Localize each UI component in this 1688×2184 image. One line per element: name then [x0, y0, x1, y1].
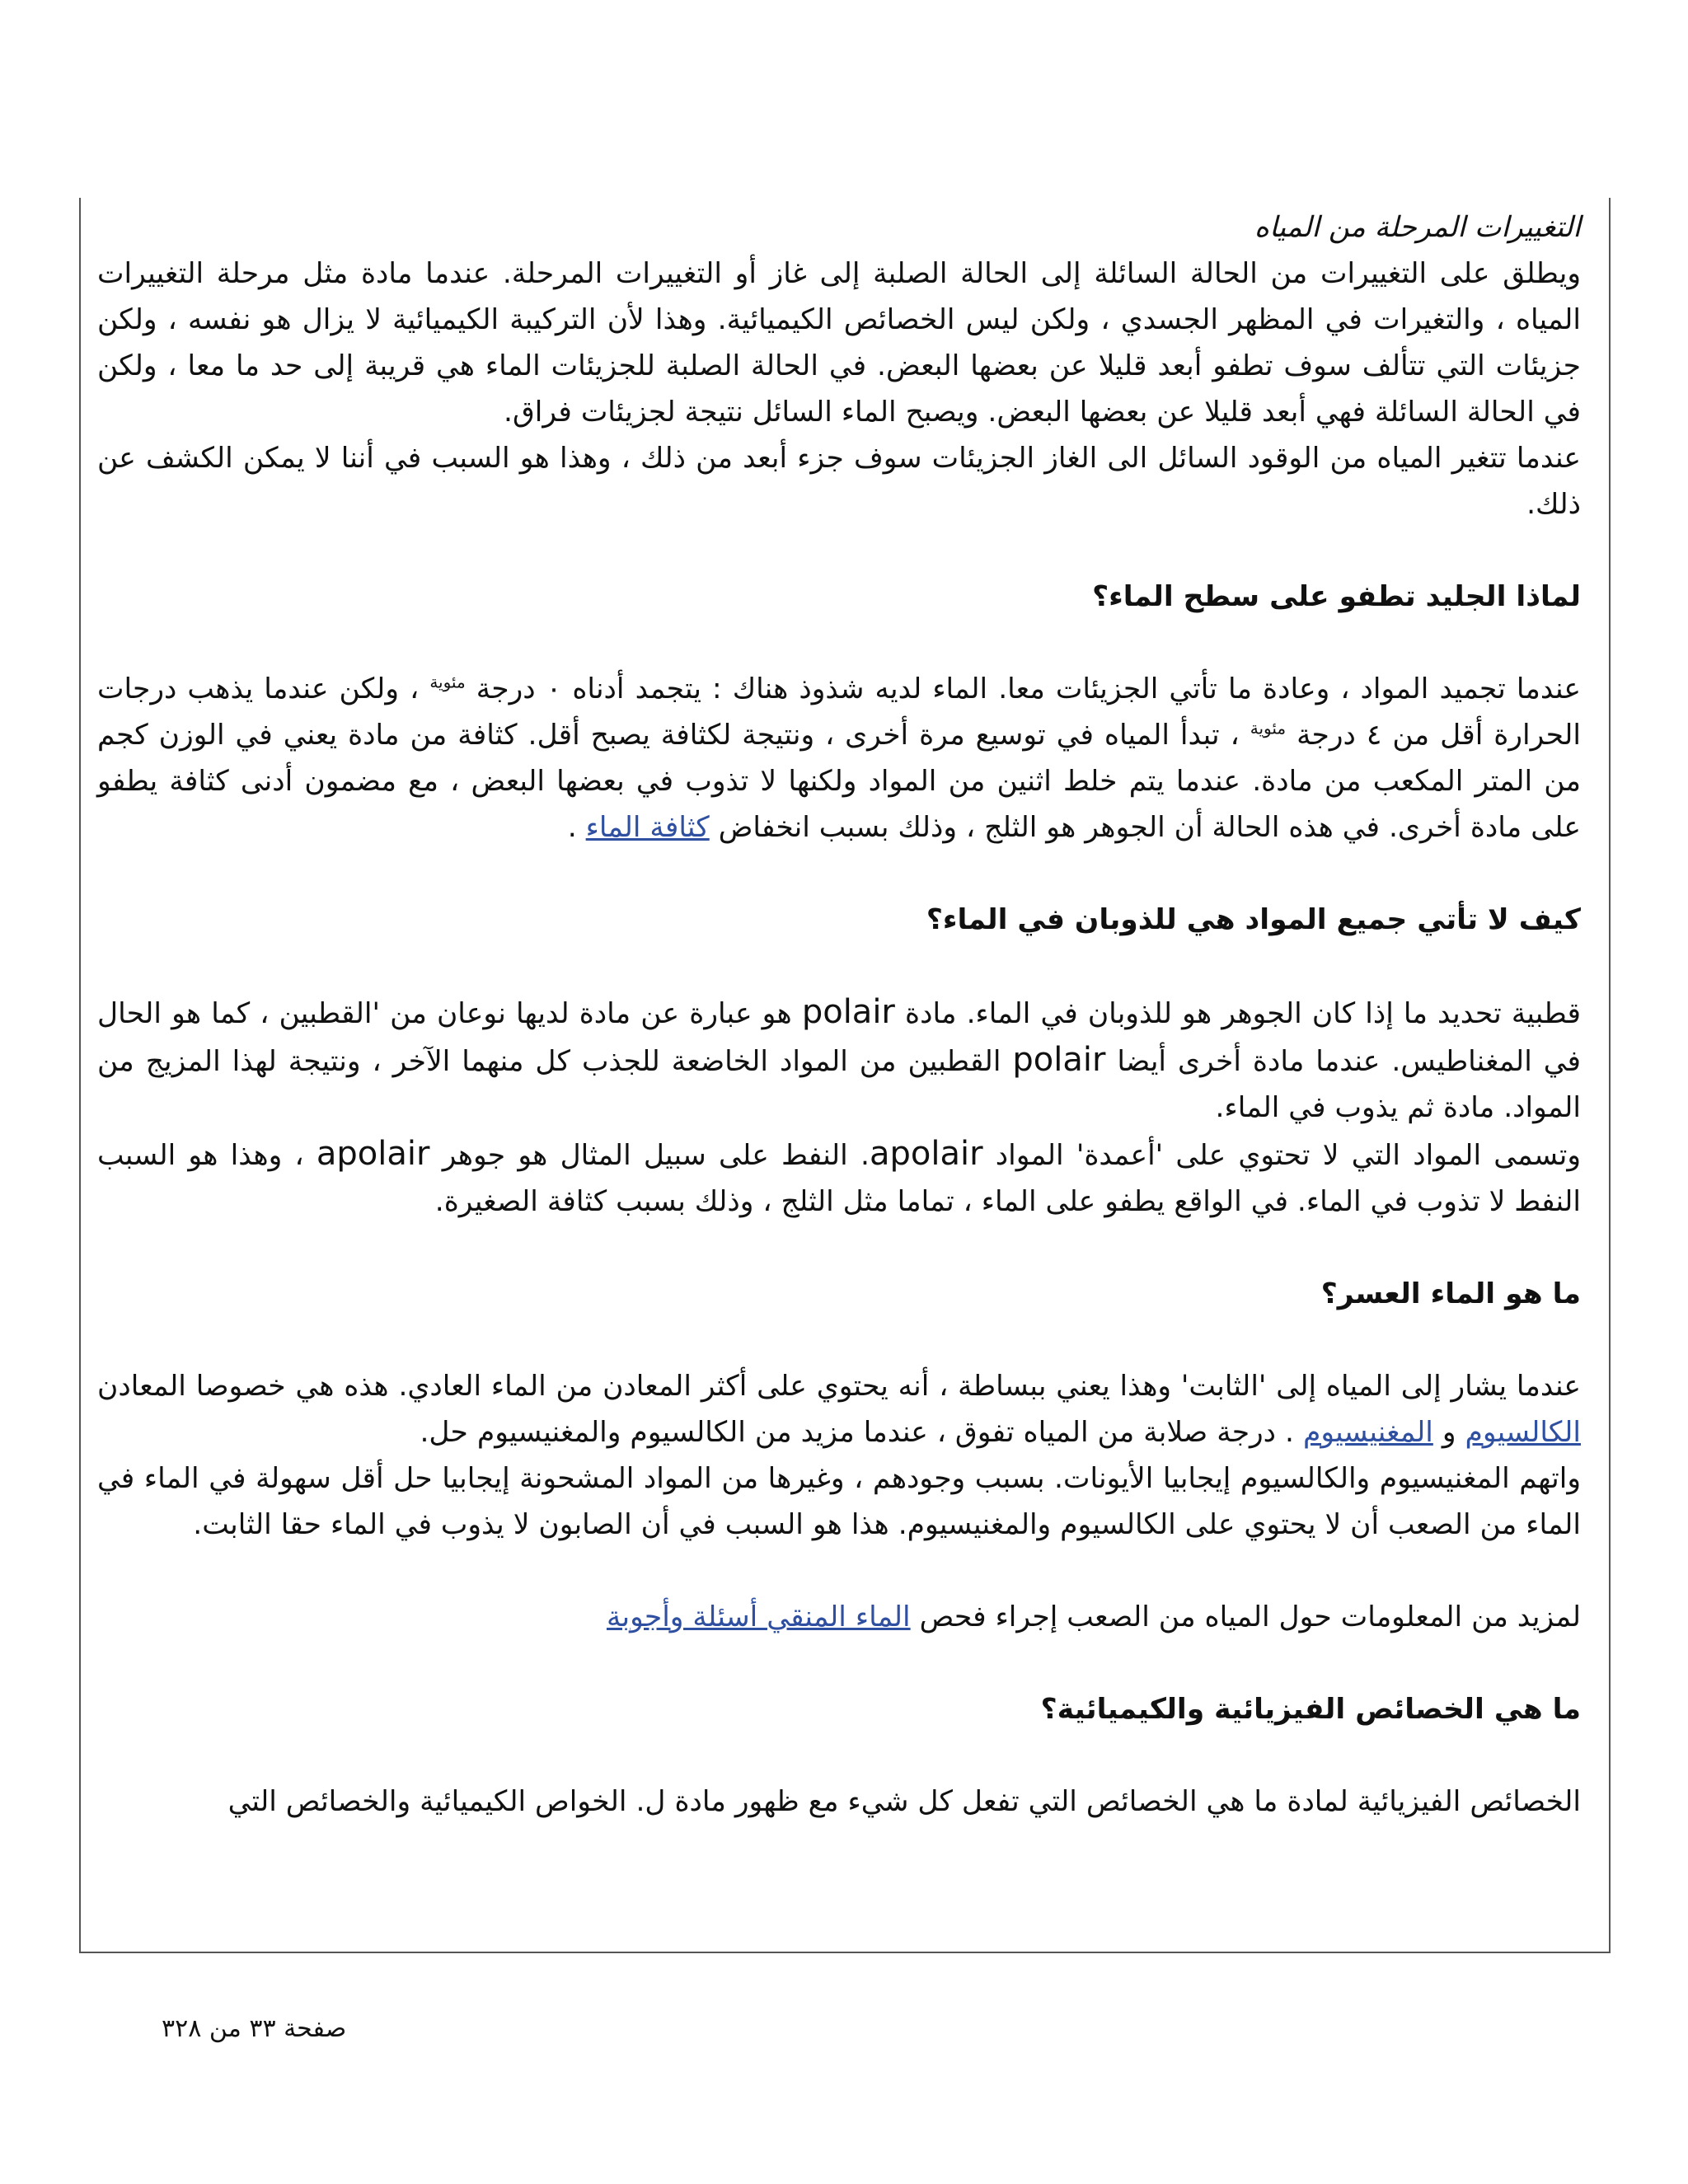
and-text: و: [1442, 1416, 1456, 1449]
intro-paragraph-2: عندما تتغير المياه من الوقود السائل الى الغاز الجزيئات سوف جزء أبعد من ذلك ، وهذا هو السبب في أننا لا يمكن الكشف عن ذلك.: [97, 442, 1581, 521]
purified-water-faq-link[interactable]: الماء المنقي أسئلة وأجوبة: [606, 1601, 911, 1633]
heading-properties: ما هي الخصائص الفيزيائية والكيميائية؟: [1040, 1693, 1581, 1726]
hard-water-text-end: . درجة صلابة من المياه تفوق ، عندما مزيد من الكالسيوم والمغنيسيوم حل.: [420, 1416, 1294, 1449]
ice-paragraph: [97, 666, 1581, 851]
term-polair-1: polair: [801, 993, 895, 1031]
hard-water-paragraph-1: [97, 1363, 1581, 1455]
ice-text-3: ، تبدأ المياه في توسيع مرة أخرى ، ونتيجة لكثافة يصبح أقل. كثافة من مادة يعني في الوزن كجم من المتر المكعب من مادة. عندما يتم خلط اثنين من المواد ولكنها لا تذوب في بعضها البعض ، مع مضمون أدنى كثافة يطفو على مادة أخرى. في هذه الحالة أن الجوهر هو الثلج ، وذلك بسبب انخفاض: [97, 719, 1581, 844]
water-density-link[interactable]: كثافة الماء: [585, 811, 710, 844]
polarity-text-c: القطبين من المواد الخاضعة للجذب كل منهما الآخر ، ونتيجة لهذا المزيج من المواد. مادة ثم يذوب في الماء.: [97, 1045, 1581, 1124]
apolar-text-b: . النفط على سبيل المثال هو جوهر: [442, 1139, 870, 1172]
section-title: التغييرات المرحلة من المياه: [1254, 211, 1581, 244]
hard-water-paragraph-2: واتهم المغنيسيوم والكالسيوم إيجابيا الأيونات. بسبب وجودهم ، وغيرها من المواد المشحونة إيجابيا حل أقل سهولة في الماء في الماء من الصعب أن لا يحتوي على الكالسيوم والمغنيسيوم. هذا هو السبب في أن الصابون لا يذوب في الماء حقا الثابت.: [97, 1462, 1581, 1541]
page-number: صفحة ٣٣ من ٣٢٨: [162, 2014, 347, 2043]
term-polair-2: polair: [1012, 1041, 1106, 1079]
apolar-paragraph: [97, 1131, 1581, 1225]
ice-text-end: .: [567, 811, 577, 844]
more-info-text: لمزيد من المعلومات حول المياه من الصعب إجراء فحص: [919, 1601, 1581, 1633]
intro-paragraph-1: ويطلق على التغييرات من الحالة السائلة إلى الحالة الصلبة إلى غاز أو التغييرات المرحلة. عندما مادة مثل مرحلة التغييرات المياه ، والتغيرات في المظهر الجسدي ، ولكن ليس الخصائص الكيميائية. وهذا لأن التركيبة الكيميائية لا يزال هو نفسه ، ولكن جزيئات التي تتألف سوف تطفو أبعد قليلا عن بعضها البعض. في الحالة الصلبة للجزيئات الماء هي قريبة إلى حد ما معا ، ولكن في الحالة السائلة فهي أبعد قليلا عن بعضها البعض. ويصبح الماء السائل نتيجة لجزيئات فراق.: [97, 257, 1581, 429]
polarity-text-b: هو عبارة عن مادة لديها نوعان من 'القطبين ، كما هو الحال في المغناطيس. عندما مادة أخرى أيضا: [97, 997, 1581, 1078]
document-body: [97, 204, 1581, 1825]
heading-solubility: كيف لا تأتي جميع المواد هي للذوبان في الماء؟: [926, 903, 1581, 936]
more-info-paragraph: [97, 1594, 1581, 1640]
apolar-text-a: وتسمى المواد التي لا تحتوي على 'أعمدة' المواد: [995, 1139, 1582, 1172]
magnesium-link[interactable]: المغنيسيوم: [1302, 1416, 1433, 1449]
properties-paragraph: الخصائص الفيزيائية لمادة ما هي الخصائص التي تفعل كل شيء مع ظهور مادة ل. الخواص الكيميائية والخصائص التي: [227, 1785, 1581, 1818]
ice-text-1: عندما تجميد المواد ، وعادة ما تأتي الجزيئات معا. الماء لديه شذوذ هناك : يتجمد أدناه ٠ درجة: [476, 673, 1581, 705]
heading-hard-water: ما هو الماء العسر؟: [1320, 1277, 1581, 1310]
polarity-text-a: قطبية تحديد ما إذا كان الجوهر هو للذوبان في الماء. مادة: [905, 997, 1581, 1030]
term-apolair-2: apolair: [316, 1135, 430, 1173]
ice-text-2: ، ولكن عندما يذهب درجات الحرارة أقل من ٤ درجة: [97, 673, 1581, 752]
ice-sup-1: مئوية: [429, 672, 466, 692]
heading-ice-floats: لماذا الجليد تطفو على سطح الماء؟: [1092, 580, 1581, 613]
term-apolair-1: apolair: [869, 1135, 983, 1173]
hard-water-text: عندما يشار إلى المياه إلى 'الثابت' وهذا يعني ببساطة ، أنه يحتوي على أكثر المعادن من الماء العادي. هذه هي خصوصا المعادن: [97, 1370, 1581, 1403]
ice-sup-2: مئوية: [1250, 718, 1287, 738]
apolar-text-c: ، وهذا هو السبب النفط لا تذوب في الماء. في الواقع يطفو على الماء ، تماما مثل الثلج ، وذلك بسبب كثافة الصغيرة.: [97, 1139, 1581, 1218]
calcium-link[interactable]: الكالسيوم: [1465, 1416, 1581, 1449]
polarity-paragraph: [97, 989, 1581, 1131]
